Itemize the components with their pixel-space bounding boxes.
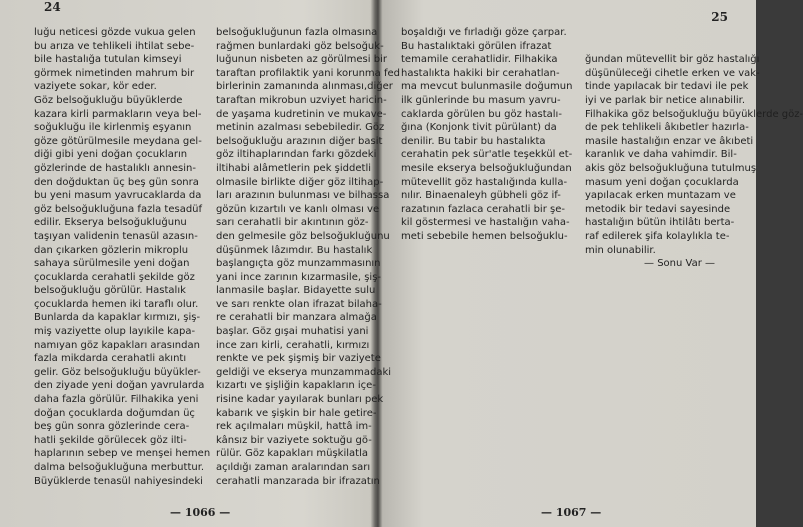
text-line: risine kadar yayılarak bunları pek xyxy=(216,394,384,406)
text-line: mesile ekserya belsoğukluğundan xyxy=(401,162,572,174)
text-line: göze götürülmesile meydana gel- xyxy=(34,135,202,147)
text-line: gözlerinde de hastalıklı annesin- xyxy=(34,162,196,174)
text-line: luğunun nisbeten az görülmesi bir xyxy=(216,54,387,66)
text-line: belsoğukluğu arazının diğer basit xyxy=(216,135,383,147)
text-column-4 xyxy=(585,26,803,271)
text-line: kânsız bir vaziyete soktuğu gö- xyxy=(216,434,372,446)
text-line: renkte ve pek şişmiş bir vaziyete xyxy=(216,353,381,365)
text-line: açıldığı zaman aralarından sarı xyxy=(216,462,371,473)
text-line: bile hastalığa tutulan kimseyi xyxy=(34,54,182,66)
text-line: düşünüleceği cihetle erken ve vak- xyxy=(585,67,760,79)
text-line: göz belsoğukluğuna fazla tesadüf xyxy=(34,203,203,215)
page-number-left: 24 xyxy=(44,0,61,14)
text-line: dalma belsoğukluğuna merbuttur. xyxy=(34,462,205,473)
text-line: Filhakika göz belsoğukluğu büyüklerde göz- xyxy=(585,108,803,120)
text-line: de yaşama kudretinin ve mukave- xyxy=(216,108,387,120)
text-line: ğundan mütevellit bir göz hastalığı xyxy=(585,54,760,66)
text-line: re cerahatli bir manzara almağa xyxy=(216,312,377,324)
text-line: ince zarı kirli, cerahatli, kırmızı xyxy=(216,339,370,351)
text-line: belsoğukluğu görülür. Hastalık xyxy=(34,285,186,297)
text-line: taşıyan validenin tenasül azasın- xyxy=(34,230,198,242)
text-line: ilk günlerinde bu masum yavru- xyxy=(401,94,561,106)
text-line: fazla mikdarda cerahatli akıntı xyxy=(34,353,187,365)
text-line: iyi ve parlak bir netice alınabilir. xyxy=(585,94,746,106)
text-line: metodik bir tedavi sayesinde xyxy=(585,203,731,215)
text-line: yapılacak erken muntazam ve xyxy=(585,190,736,202)
text-line: rağmen bunlardaki göz belsoğuk- xyxy=(216,40,384,52)
text-line: cerahatli manzarada bir ifrazatın xyxy=(216,475,380,487)
text-line: den doğduktan üç beş gün sonra xyxy=(34,176,199,188)
text-line: den gelmesile göz belsoğukluğunu xyxy=(216,230,390,242)
text-line: görmek nimetinden mahrum bir xyxy=(34,67,195,79)
text-line: kızartı ve şişliğin kapakların içe- xyxy=(216,380,376,392)
text-line: raf edilerek şifa kolaylıkla te- xyxy=(585,230,730,242)
text-line: sarı cerahatli bir akıntının göz- xyxy=(216,217,369,229)
page-footer-left: — 1066 — xyxy=(170,506,231,519)
text-line: miş vaziyette olup layıkile kapa- xyxy=(34,326,196,338)
text-line: başlar. Göz gışai muhatisi yani xyxy=(216,326,369,338)
text-line: cerahatin pek sür'atle teşekkül et- xyxy=(401,149,573,161)
text-line: razatının fazlaca cerahatli bir şe- xyxy=(401,203,565,215)
text-line: mütevellit göz hastalığında kulla- xyxy=(401,176,568,188)
text-line: bu yeni masum yavrucaklarda da xyxy=(34,190,202,202)
text-line: vaziyete sokar, kör eder. xyxy=(34,81,157,93)
text-line: sahaya sürülmesile yeni doğan xyxy=(34,258,190,270)
text-line: kil göstermesi ve hastalığın vaha- xyxy=(401,217,570,229)
text-line: iltihabi alâmetlerin pek şiddetli xyxy=(216,162,371,174)
text-line: çocuklarda hemen iki taraflı olur. xyxy=(34,298,199,310)
text-line: doğan çocuklarda doğumdan üç xyxy=(34,407,195,419)
text-line: rek açılmaları müşkil, hattâ im- xyxy=(216,421,372,433)
text-line: kazara kirli parmakların veya bel- xyxy=(34,108,202,120)
text-line: caklarda görülen bu göz hastalı- xyxy=(401,108,562,120)
text-line: gözün kızartılı ve kanlı olması ve xyxy=(216,203,380,215)
text-line: ları arazının bulunması ve bilhassa xyxy=(216,190,390,202)
text-line: edilir. Ekserya belsoğukluğunu xyxy=(34,217,187,229)
text-line: ve sarı renkte olan ifrazat bilaha- xyxy=(216,298,382,310)
text-line: temamile cerahatlidir. Filhakika xyxy=(401,54,558,66)
text-line: yani ince zarının kızarmasile, şiş- xyxy=(216,271,382,283)
text-line: min olunabilir. xyxy=(585,244,656,256)
text-line: hastalığın bütün ihtilâtı berta- xyxy=(585,217,735,229)
text-line: masum yeni doğan çocuklarda xyxy=(585,176,739,188)
text-line: boşaldığı ve fırladığı göze çarpar. xyxy=(401,27,567,38)
page-footer-right: — 1067 — xyxy=(541,506,602,519)
text-line: çocuklarda cerahatli şekilde göz xyxy=(34,271,195,283)
text-line: başlangıçta göz munzammasının xyxy=(216,258,381,270)
text-line: ma mevcut bulunmasile doğumun xyxy=(401,81,573,93)
text-line: lanmasile başlar. Bidayette sulu xyxy=(216,285,376,297)
text-line: taraftan profilaktik yani korunma fed xyxy=(216,67,400,79)
text-line: soğukluğu ile kirlenmiş eşyanın xyxy=(34,122,192,134)
text-line: kabarık ve şişkin bir hale getire- xyxy=(216,407,377,419)
text-line: belsoğukluğunun fazla olmasına xyxy=(216,27,378,38)
text-line: dan çıkarken gözlerin mikroplu xyxy=(34,244,189,256)
text-line: karanlık ve daha vahimdir. Bil- xyxy=(585,149,737,161)
page-number-right: 25 xyxy=(711,10,728,24)
text-column-2 xyxy=(216,26,400,488)
text-line: ğına (Konjonk tivit pürülant) da xyxy=(401,122,557,134)
text-line: nılır. Binaenaleyh gübheli göz if- xyxy=(401,190,561,202)
text-line: hastalıkta hakiki bir cerahatlan- xyxy=(401,67,560,79)
text-line: Bu hastalıktaki görülen ifrazat xyxy=(401,40,552,52)
text-line: den ziyade yeni doğan yavrularda xyxy=(34,380,205,392)
text-line: luğu neticesi gözde vukua gelen xyxy=(34,27,196,38)
text-line: denilir. Bu tabir bu hastalıkta xyxy=(401,135,546,147)
text-line: geldiği ve ekserya munzammadaki xyxy=(216,366,392,378)
text-line: Bunlarda da kapaklar kırmızı, şiş- xyxy=(34,312,201,324)
text-line: masile hastalığın enzar ve âkıbeti xyxy=(585,135,754,147)
text-line: taraftan mikrobun uzviyet haricin- xyxy=(216,94,387,106)
text-line: de pek tehlikeli âkıbetler hazırla- xyxy=(585,122,749,134)
text-line: beş gün sonra gözlerinde cera- xyxy=(34,421,190,433)
text-line: akis göz belsoğukluğuna tutulmuş xyxy=(585,162,757,174)
text-line: daha fazla görülür. Filhakika yeni xyxy=(34,394,199,406)
text-column-1 xyxy=(34,26,211,488)
text-line: Büyüklerde tenasül nahiyesindeki xyxy=(34,475,203,487)
text-line: hatli şekilde görülecek göz ilti- xyxy=(34,434,187,446)
text-line: meti sebebile hemen belsoğuklu- xyxy=(401,230,568,242)
text-line: düşünmek lâzımdır. Bu hastalık xyxy=(216,244,373,256)
text-line: diği gibi yeni doğan çocukların xyxy=(34,149,188,161)
text-line: tinde yapılacak bir tedavi ile pek xyxy=(585,81,749,93)
text-line: gelir. Göz belsoğukluğu büyükler- xyxy=(34,366,201,378)
text-line: olmasile birlikte diğer göz iltihap- xyxy=(216,176,384,188)
text-line: bu arıza ve tehlikeli ihtilat sebe- xyxy=(34,40,195,52)
text-line: haplarının sebep ve menşei hemen xyxy=(34,448,211,460)
text-line: rülür. Göz kapakları müşkilatla xyxy=(216,448,368,460)
text-column-3 xyxy=(401,26,573,244)
text-line: göz iltihaplarından farkı gözdeki xyxy=(216,149,377,161)
text-line: birlerinin zamanında alınması,diğer xyxy=(216,81,393,93)
text-line: Göz belsoğukluğu büyüklerde xyxy=(34,94,183,106)
continued-note: — Sonu Var — xyxy=(644,258,715,270)
text-line: metinin azalması sebebiledir. Göz xyxy=(216,122,385,134)
text-line: namıyan göz kapakları arasından xyxy=(34,339,200,351)
